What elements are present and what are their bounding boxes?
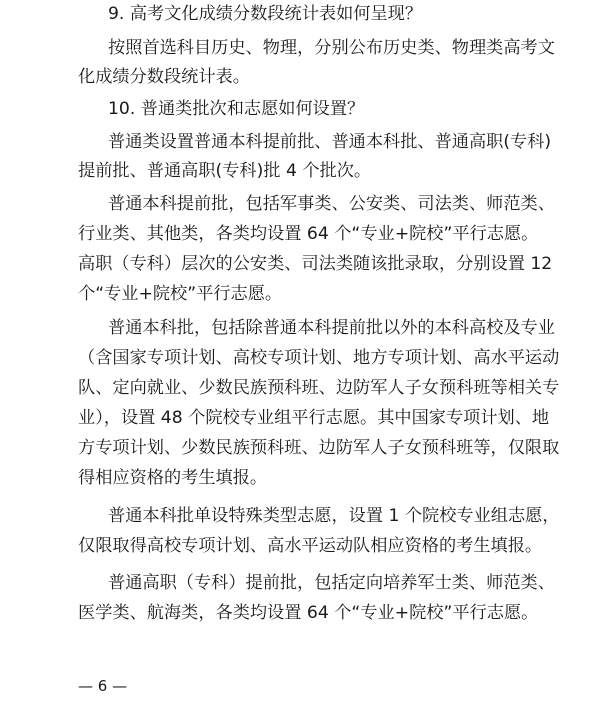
question-heading-10: 10. 普通类批次和志愿如何设置？ xyxy=(108,99,365,119)
answer-text-line: （含国家专项计划、高校专项计划、地方专项计划、高水平运动 xyxy=(78,348,560,368)
answer-text-line: 普通本科提前批，包括军事类、公安类、司法类、师范类、 xyxy=(108,194,555,214)
answer-text-line: 化成绩分数段统计表。 xyxy=(78,67,250,87)
answer-text-line: 行业类、其他类，各类均设置 64 个“专业+院校”平行志愿。 xyxy=(78,224,539,244)
answer-text-line: 按照首选科目历史、物理，分别公布历史类、物理类高考文 xyxy=(108,38,555,58)
answer-text-line: 普通类设置普通本科提前批、普通本科批、普通高职(专科) xyxy=(108,132,552,152)
answer-text-line: 得相应资格的考生填报。 xyxy=(78,468,268,488)
page-number: — 6 — xyxy=(78,677,128,695)
answer-text-line: 普通高职（专科）提前批，包括定向培养军士类、师范类、 xyxy=(108,573,555,593)
answer-text-line: 队、定向就业、少数民族预科班、边防军人子女预科班等相关专 xyxy=(78,378,560,398)
answer-text-line: 普通本科批单设特殊类型志愿，设置 1 个院校专业组志愿， xyxy=(108,506,560,526)
answer-text-line: 方专项计划、少数民族预科班、边防军人子女预科班等，仅限取 xyxy=(78,438,560,458)
answer-text-line: 高职（专科）层次的公安类、司法类随该批录取，分别设置 12 xyxy=(78,254,553,274)
answer-text-line: 个“专业+院校”平行志愿。 xyxy=(78,284,283,304)
answer-text-line: 提前批、普通高职(专科)批 4 个批次。 xyxy=(78,161,372,181)
question-heading-9: 9. 高考文化成绩分数段统计表如何呈现？ xyxy=(108,4,423,24)
answer-text-line: 医学类、航海类，各类均设置 64 个“专业+院校”平行志愿。 xyxy=(78,603,539,623)
answer-text-line: 仅限取得高校专项计划、高水平运动队相应资格的考生填报。 xyxy=(78,536,543,556)
answer-text-line: 普通本科批，包括除普通本科提前批以外的本科高校及专业 xyxy=(108,318,555,338)
answer-text-line: 业），设置 48 个院校专业组平行志愿。其中国家专项计划、地 xyxy=(78,408,550,428)
